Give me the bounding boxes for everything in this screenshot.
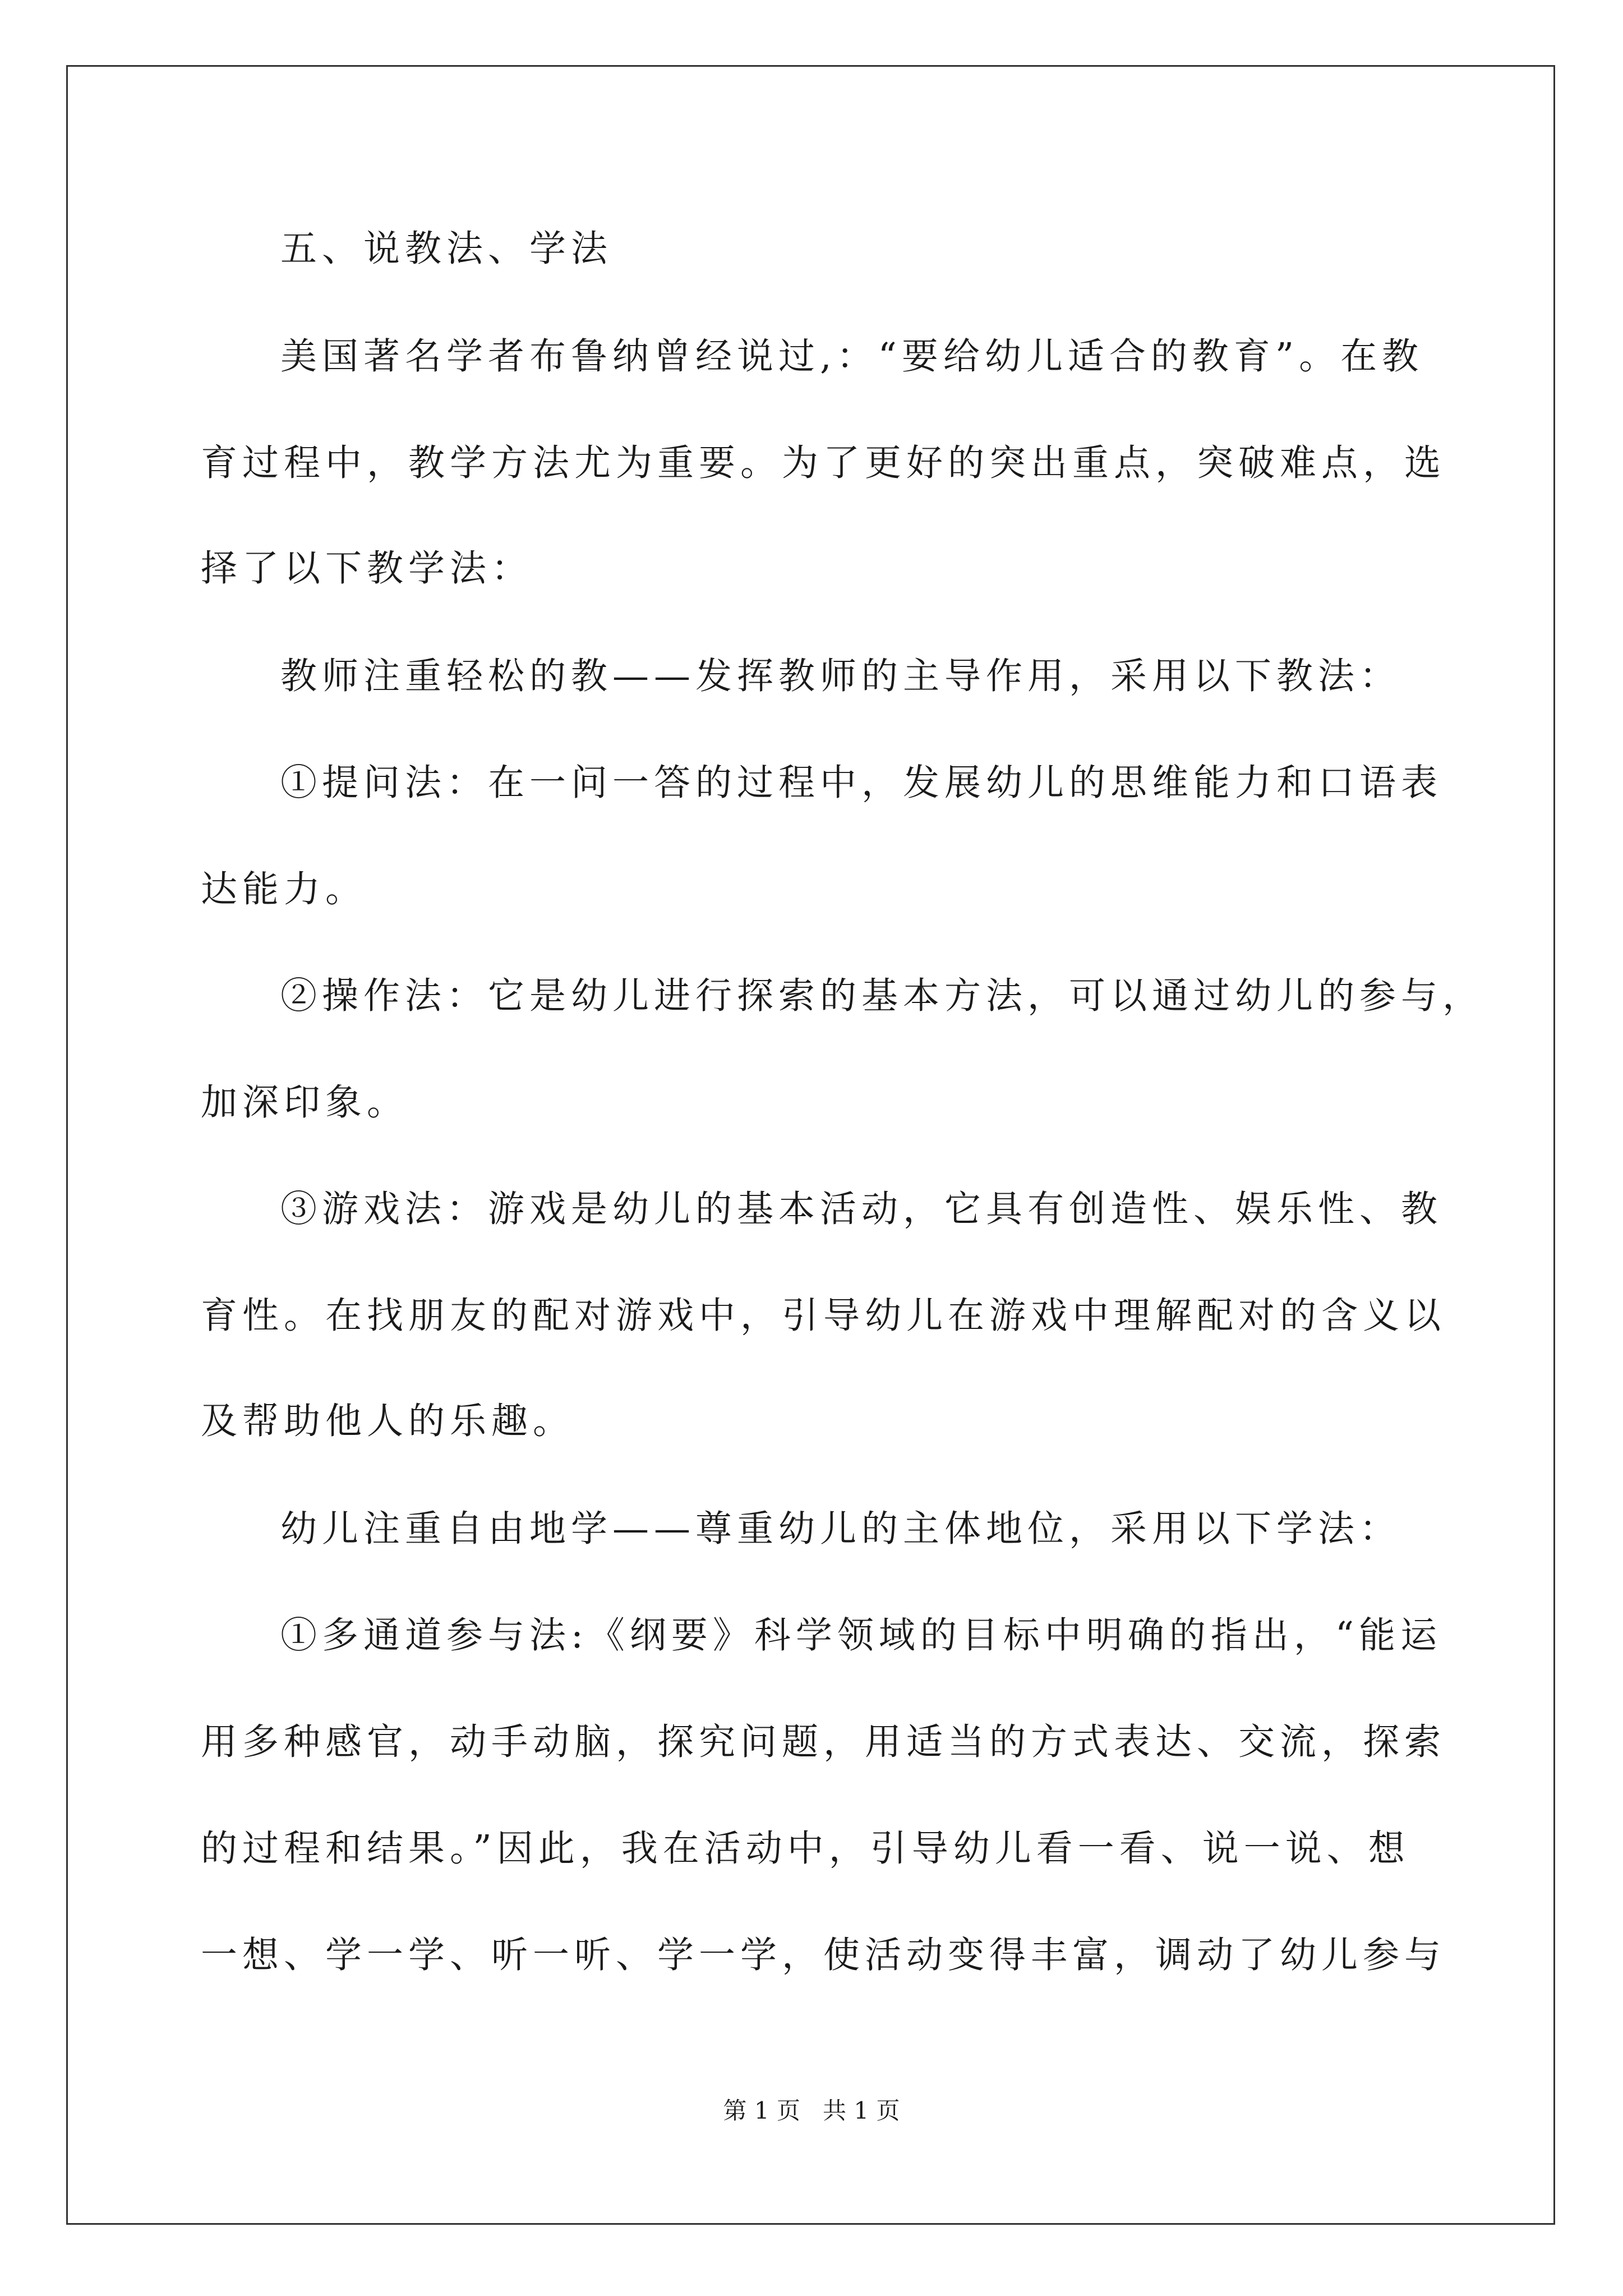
page-number-footer: 第 1 页 共 1 页 — [723, 2097, 900, 2124]
paragraph-line: 一想、学一学、听一听、学一学，使活动变得丰富，调动了幼儿参与 — [201, 1934, 1446, 1976]
paragraph-line: ②操作法：它是幼儿进行探索的基本方法，可以通过幼儿的参与， — [280, 975, 1484, 1017]
paragraph-line: 用多种感官，动手动脑，探究问题，用适当的方式表达、交流，探索 — [201, 1721, 1446, 1763]
paragraph-line: ①多通道参与法:《纲要》科学领域的目标中明确的指出，“能运 — [280, 1614, 1442, 1657]
paragraph-line: 择了以下教学法： — [201, 547, 533, 590]
section-heading: 五、说教法、学法 — [280, 228, 613, 270]
paragraph-line: 美国著名学者布鲁纳曾经说过,：“要给幼儿适合的教育”。在教 — [280, 335, 1424, 378]
paragraph-line: 达能力。 — [201, 868, 367, 910]
paragraph-line: 育过程中，教学方法尤为重要。为了更好的突出重点，突破难点，选 — [201, 442, 1446, 484]
paragraph-line: 的过程和结果。”因此，我在活动中，引导幼儿看一看、说一说、想 — [201, 1828, 1410, 1870]
paragraph-line: 加深印象。 — [201, 1082, 409, 1124]
paragraph-line: 育性。在找朋友的配对游戏中，引导幼儿在游戏中理解配对的含义以 — [201, 1295, 1446, 1337]
paragraph-line: 及帮助他人的乐趣。 — [201, 1400, 575, 1442]
paragraph-line: 幼儿注重自由地学——尊重幼儿的主体地位，采用以下学法： — [280, 1508, 1401, 1550]
paragraph-line: ①提问法：在一问一答的过程中，发展幼儿的思维能力和口语表 — [280, 762, 1443, 804]
paragraph-line: 教师注重轻松的教——发挥教师的主导作用，采用以下教法： — [280, 655, 1401, 697]
paragraph-line: ③游戏法：游戏是幼儿的基本活动，它具有创造性、娱乐性、教 — [280, 1188, 1443, 1230]
page-frame — [66, 65, 1555, 2225]
